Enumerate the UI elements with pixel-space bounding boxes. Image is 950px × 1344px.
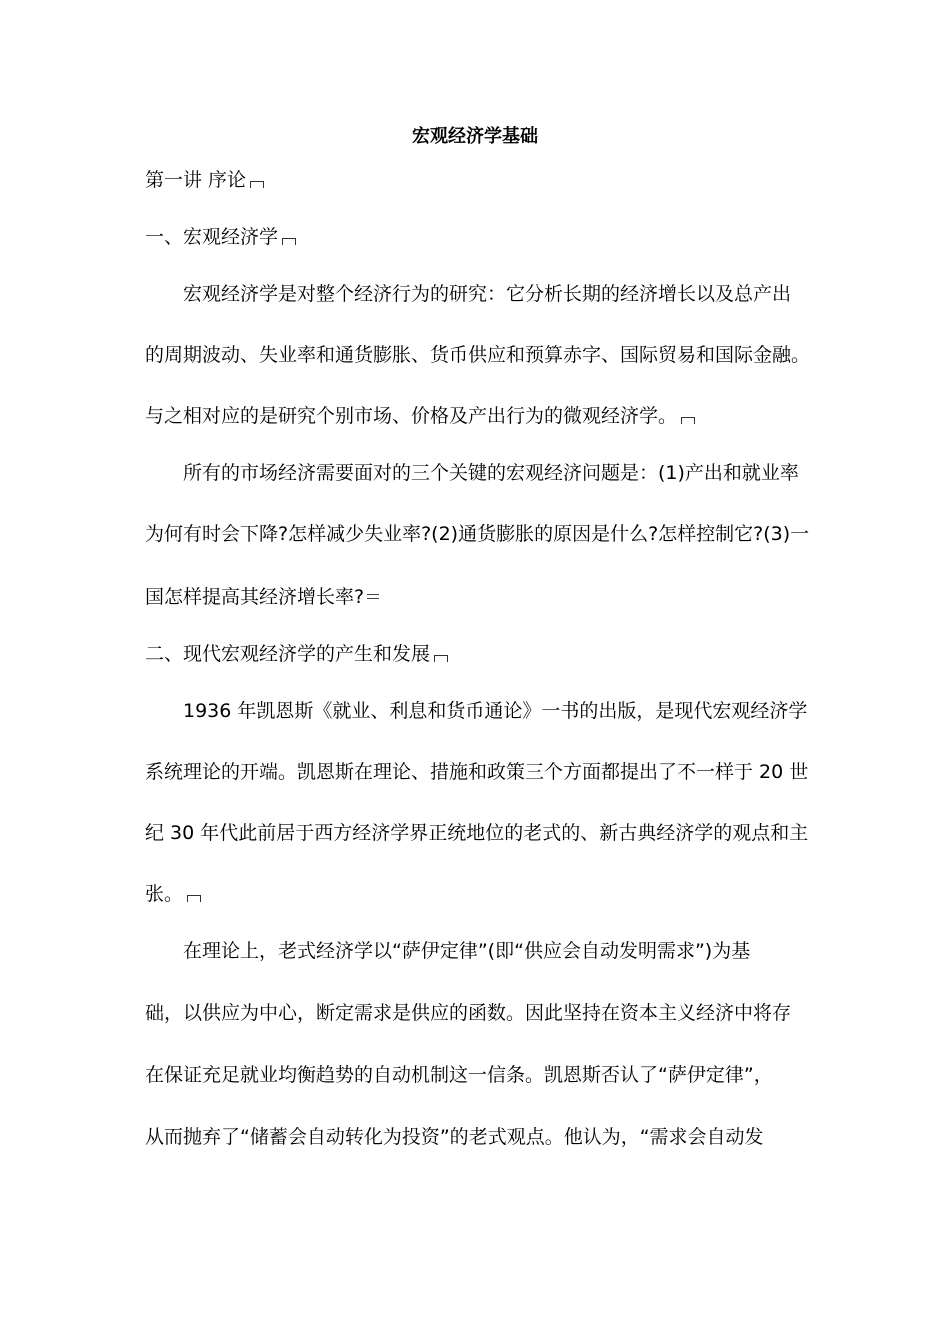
paragraph-line: 纪 30 年代此前居于西方经济学界正统地位的老式的、新古典经济学的观点和主: [145, 822, 809, 844]
text-line: 二、现代宏观经济学的产生和发展: [145, 643, 431, 665]
paragraph-mark-icon: [681, 417, 695, 424]
paragraph-line: 系统理论的开端。凯恩斯在理论、措施和政策三个方面都提出了不一样于 20 世: [145, 761, 809, 783]
paragraph-line: 所有的市场经济需要面对的三个关键的宏观经济问题是：(1)产出和就业率: [183, 462, 799, 484]
paragraph-line: 1936 年凯恩斯《就业、利息和货币通论》一书的出版，是现代宏观经济学: [183, 700, 808, 722]
line-break-mark-icon: [367, 593, 379, 601]
section-heading-1: [145, 224, 296, 250]
paragraph-line: 从而抛弃了“储蓄会自动转化为投资”的老式观点。他认为，“需求会自动发: [145, 1126, 764, 1148]
section-heading-2: [145, 641, 448, 667]
text-line: 第一讲 序论: [145, 169, 247, 191]
text-line: 与之相对应的是研究个别市场、价格及产出行为的微观经济学。: [145, 405, 678, 427]
paragraph-line: 宏观经济学是对整个经济行为的研究：它分析长期的经济增长以及总产出: [183, 283, 792, 305]
paragraph-line: [145, 403, 695, 429]
paragraph-mark-icon: [434, 655, 448, 662]
paragraph-mark-icon: [187, 895, 201, 902]
paragraph-line: 为何有时会下降?怎样减少失业率?(2)通货膨胀的原因是什么?怎样控制它?(3)一: [145, 523, 810, 545]
paragraph-line: 础，以供应为中心，断定需求是供应的函数。因此坚持在资本主义经济中将存: [145, 1002, 792, 1024]
paragraph-mark-icon: [250, 181, 264, 188]
lecture-heading: [145, 167, 264, 193]
text-line: 一、宏观经济学: [145, 226, 279, 248]
text-line: 国怎样提高其经济增长率?: [145, 586, 365, 608]
paragraph-line: 在保证充足就业均衡趋势的自动机制这一信条。凯恩斯否认了“萨伊定律”，: [145, 1064, 773, 1086]
paragraph-line: [145, 584, 379, 610]
paragraph-line: [145, 881, 201, 907]
text-line: 张。: [145, 883, 184, 905]
paragraph-line: 在理论上，老式经济学以“萨伊定律”(即“供应会自动发明需求”)为基: [183, 940, 751, 962]
paragraph-mark-icon: [282, 238, 296, 245]
document-title: 宏观经济学基础: [412, 126, 538, 147]
paragraph-line: 的周期波动、失业率和通货膨胀、货币供应和预算赤字、国际贸易和国际金融。: [145, 344, 811, 366]
